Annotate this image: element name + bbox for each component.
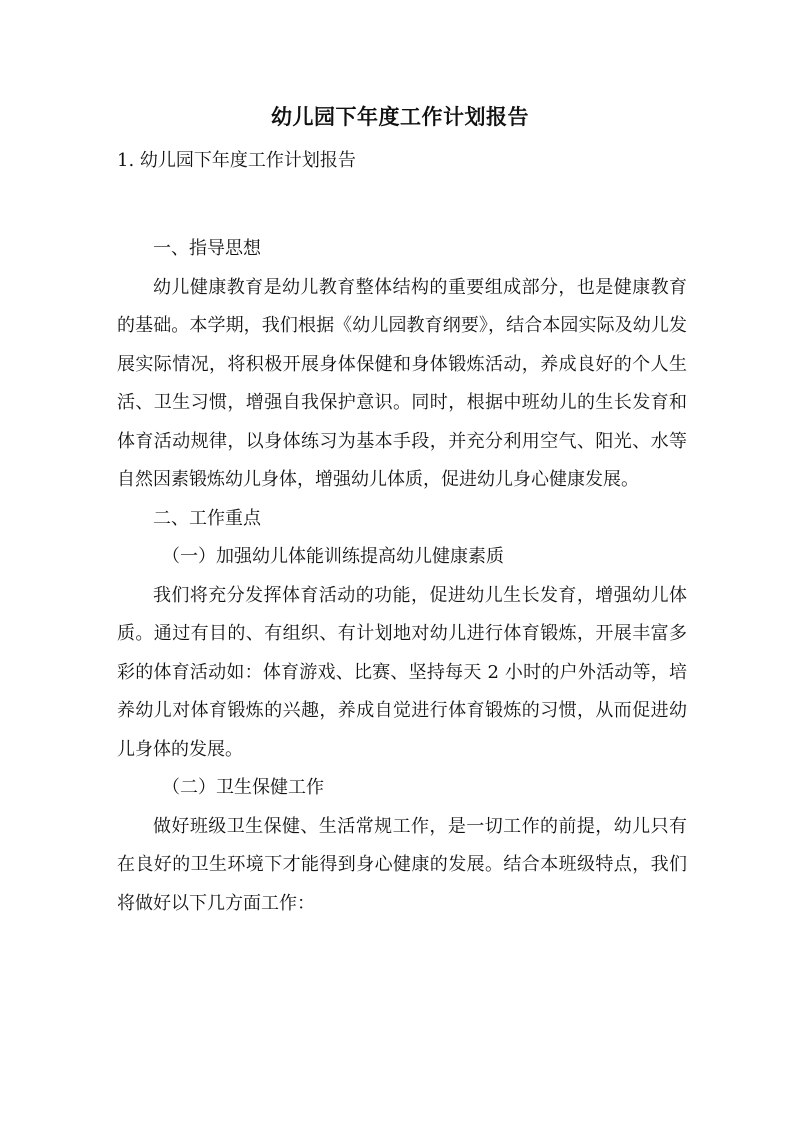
section-heading-guiding-ideology: 一、指导思想	[153, 238, 261, 259]
paragraph-physical-training: 我们将充分发挥体育活动的功能，促进幼儿生长发育，增强幼儿体质。通过有目的、有组织、有计划地对幼儿进行体育锻炼，开展丰富多彩的体育活动如：体育游戏、比赛、坚持每天 2 小时的户外活动等，培养幼儿对体育锻炼的兴趣，养成自觉进行体育锻炼的习惯，从而促进幼儿身体的发展。	[117, 584, 687, 760]
document-body	[117, 230, 687, 923]
subheading-physical-training: （一）加强幼儿体能训练提高幼儿健康素质	[162, 546, 504, 567]
section-heading-work-focus: 二、工作重点	[153, 507, 261, 529]
subheading-health-care: （二）卫生保健工作	[162, 777, 324, 798]
document-title: 幼儿园下年度工作计划报告	[271, 104, 529, 129]
document-subtitle: 1. 幼儿园下年度工作计划报告	[117, 150, 356, 171]
paragraph-health-care: 做好班级卫生保健、生活常规工作，是一切工作的前提，幼儿只有在良好的卫生环境下才能得到身心健康的发展。结合本班级特点，我们将做好以下几方面工作：	[117, 815, 687, 914]
paragraph-guiding-ideology: 幼儿健康教育是幼儿教育整体结构的重要组成部分，也是健康教育的基础。本学期，我们根据《幼儿园教育纲要》，结合本园实际及幼儿发展实际情况，将积极开展身体保健和身体锻炼活动，养成良好的个人生活、卫生习惯，增强自我保护意识。同时，根据中班幼儿的生长发育和体育活动规律，以身体练习为基本手段，并充分利用空气、阳光、水等自然因素锻炼幼儿身体，增强幼儿体质，促进幼儿身心健康发展。	[117, 276, 687, 490]
